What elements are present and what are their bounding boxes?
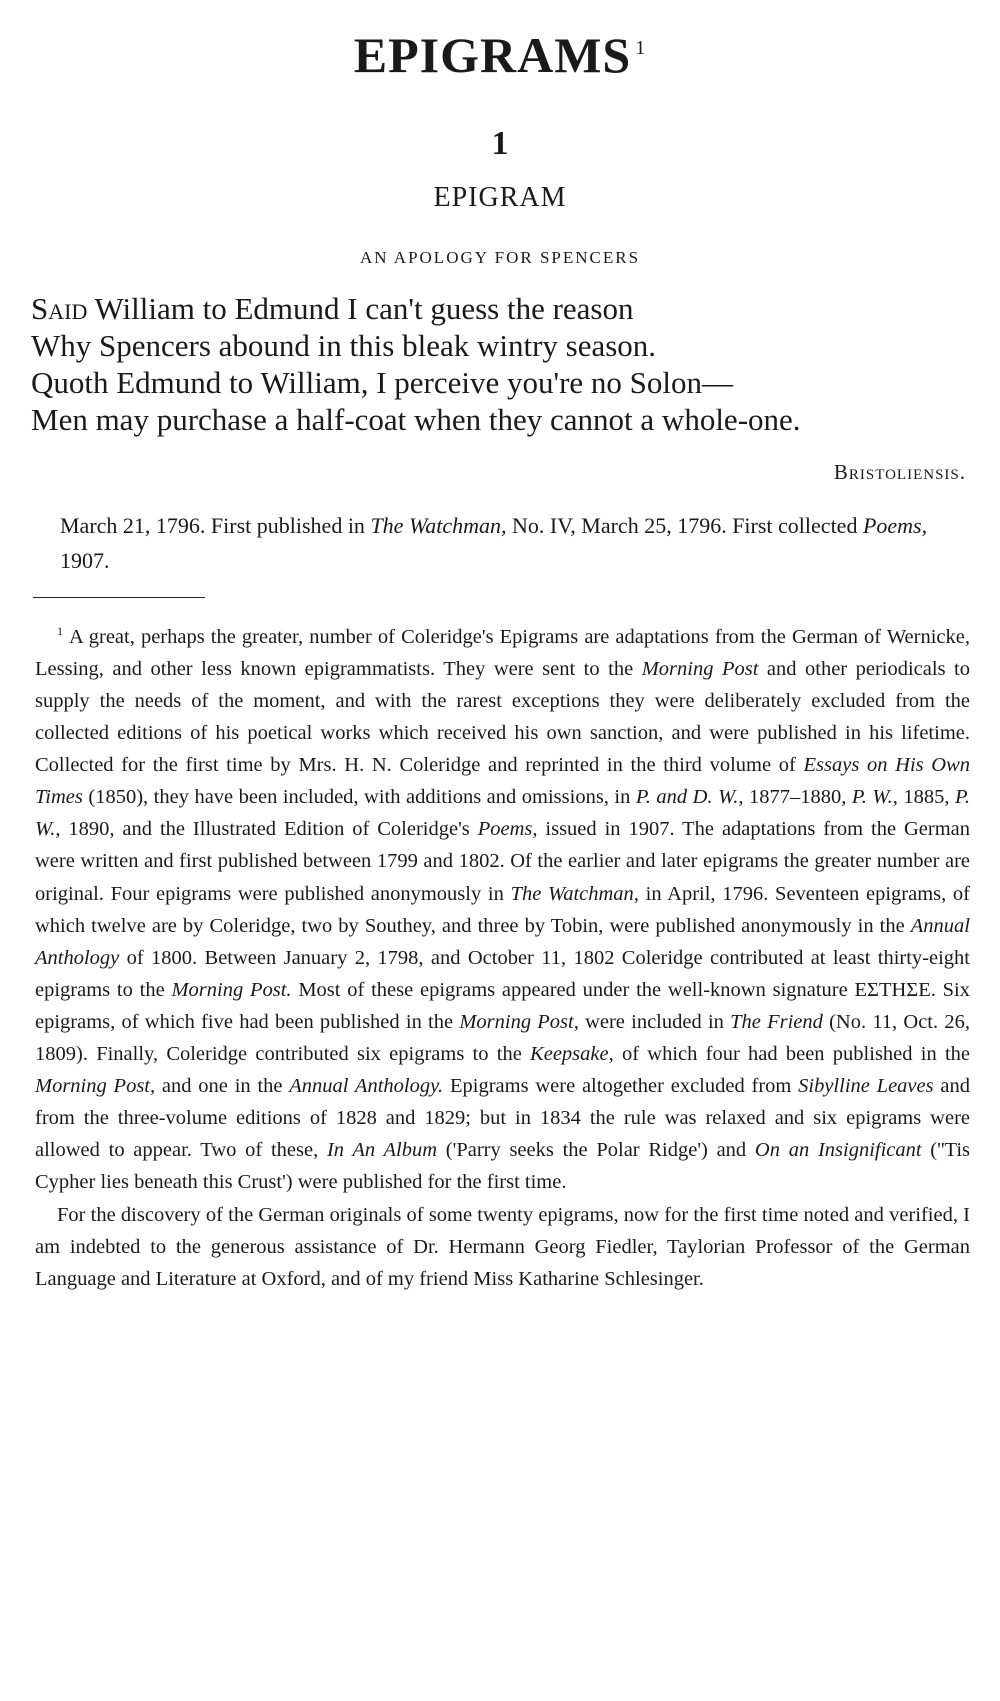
footnote-text: 1885, (897, 786, 955, 809)
footnote-italic: Morning Post, (459, 1010, 579, 1033)
footnote-italic: On an Insignificant (754, 1139, 922, 1162)
footnote-marker: 1 (57, 624, 63, 638)
footnote-italic: In An Album (326, 1139, 438, 1162)
footnote-italic: Annual Anthology. (289, 1075, 444, 1098)
footnote-text: A great, perhaps the greater, number of Coleridge's Epigrams are adaptations from the German of Wernicke, Lessing, and other less known epigrammatists. They were sent to the (35, 625, 970, 680)
publication-note (60, 508, 970, 578)
poem-line-3: Quoth Edmund to William, I perceive you're no Solon— (31, 365, 734, 400)
note-italic: Poems, (862, 513, 928, 538)
footnote-text: and from the three-volume editions of 1828 and 1829; but in 1834 the rule was relaxed and six epigrams were allowed to appear. Two of these, (35, 1075, 970, 1162)
note-text: March 21, 1796. First published in (60, 513, 371, 538)
footnote-text: (''Tis Cypher lies beneath this Crust') were published for the first time. (35, 1139, 970, 1194)
poem-number: 1 (491, 125, 509, 162)
footnote-text: Epigrams were altogether excluded from (443, 1075, 799, 1098)
poem-line-2: Why Spencers abound in this bleak wintry season. (31, 328, 657, 363)
footnote-italic: P. W., (851, 786, 898, 809)
footnote-text: of 1800. Between January 2, 1798, and October 11, 1802 Coleridge contributed at least thirty-eight epigrams to the (35, 946, 970, 1001)
footnote-italic: Poems, (477, 818, 538, 841)
title-text: EPIGRAMS (353, 27, 632, 83)
poem-first-word: Said (31, 291, 88, 326)
poem-body (31, 290, 971, 438)
footnote-text: issued in 1907. The adaptations from the German were written and first published between 1799 and 1802. Of the earlier and later epigrams the greater number are original. Four epigrams were published anonymously in (35, 818, 970, 905)
footnote-italic: Essays on His Own Times (35, 754, 971, 809)
page-title (0, 26, 1000, 84)
poem-heading: EPIGRAM (433, 182, 567, 213)
footnote-italic: Keepsake, (530, 1043, 614, 1066)
footnote-italic: Morning Post. (171, 978, 292, 1001)
footnote-italic: P. W., (35, 786, 971, 841)
footnote-italic: Annual Anthology (35, 914, 970, 969)
poem-subheading: AN APOLOGY FOR SPENCERS (359, 248, 641, 267)
footnote-text: (No. 11, Oct. 26, 1809). Finally, Coleridge contributed six epigrams to the (35, 1010, 970, 1066)
footnote-text: and one in the (155, 1075, 290, 1098)
title-footnote-marker: 1 (635, 37, 647, 60)
footnote-paragraph-2: For the discovery of the German originals of some twenty epigrams, now for the first time noted and verified, I am indebted to the generous assistance of Dr. Hermann Georg Fiedler, Taylorian Professor of the German Language and Literature at Oxford, and of my friend Miss Katharine Schlesinger. (35, 1203, 970, 1290)
poem-line-1-text: William to Edmund I can't guess the reason (87, 291, 634, 326)
note-italic: The Watchman, (370, 513, 507, 538)
footnote (35, 615, 970, 1295)
footnote-text: were included in (578, 1010, 731, 1033)
footnote-text: 1890, and the Illustrated Edition of Coleridge's (60, 818, 478, 841)
footnote-paragraph-1 (35, 615, 970, 1199)
footnote-italic: Morning Post (641, 657, 759, 680)
footnote-italic: P. and D. W., (635, 786, 744, 809)
footnote-text: ('Parry seeks the Polar Ridge') and (437, 1139, 755, 1162)
footnote-text: 1877–1880, (743, 786, 852, 809)
poem-signature: Bristoliensis. (833, 460, 966, 484)
footnote-italic: The Friend (730, 1010, 823, 1033)
footnote-divider (33, 597, 205, 598)
note-text: 1907. (60, 548, 110, 573)
footnote-italic: The Watchman, (510, 882, 639, 905)
poem-line-1 (31, 290, 971, 327)
footnote-text: of which four had been published in the (613, 1043, 970, 1066)
footnote-text: and other periodicals to supply the needs of the moment, and with the rarest exceptions they were deliberately excluded from the collected editions of his poetical works which received his own sanction, and were published in his lifetime. Collected for the first time by Mrs. H. N. Coleridge and reprinted in the third volume of (35, 657, 971, 777)
footnote-text: (1850), they have been included, with additions and omissions, in (82, 786, 636, 809)
footnote-italic: Morning Post, (35, 1075, 156, 1098)
poem-line-4: Men may purchase a half-coat when they cannot a whole-one. (31, 402, 801, 437)
footnote-italic: Sibylline Leaves (798, 1075, 934, 1098)
footnote-text: Most of these epigrams appeared under the well-known signature ΕΣΤΗΣΕ. Six epigrams, of which five had been published in the (35, 978, 970, 1033)
footnote-text: in April, 1796. Seventeen epigrams, of which twelve are by Coleridge, two by Southey, and three by Tobin, were published anonymously in the (35, 882, 971, 937)
note-text: No. IV, March 25, 1796. First collected (506, 513, 863, 538)
